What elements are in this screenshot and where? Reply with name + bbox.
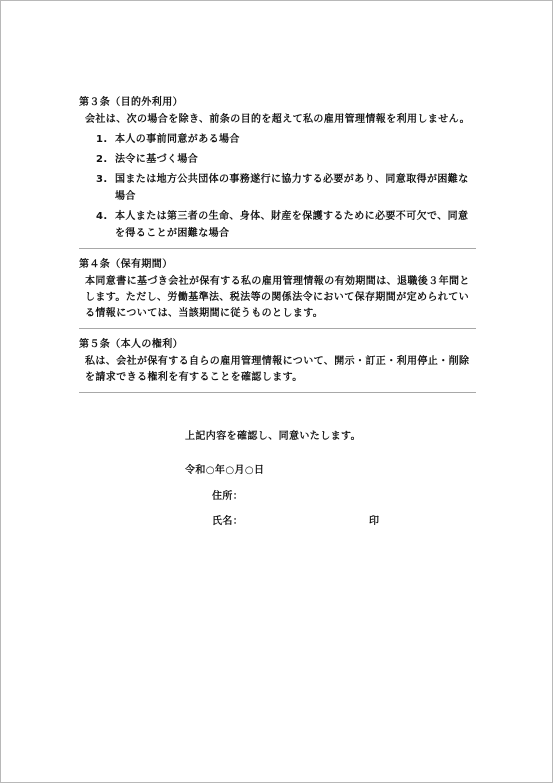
signature-date: 令和○年○月○日 (185, 465, 265, 476)
article-3-title: 第３条（目的外利用） (79, 97, 183, 108)
section-divider (79, 248, 476, 249)
list-item-text: 本人または第三者の生命、身体、財産を保護するために必要不可欠で、同意を得ることが困難な場合 (115, 211, 469, 239)
list-item-text: 本人の事前同意がある場合 (115, 134, 240, 145)
list-item-number: 2. (96, 154, 108, 165)
article-5 (79, 337, 476, 386)
address-label: 住所： (212, 491, 244, 502)
article-5-body: 私は、会社が保有する自らの雇用管理情報について、開示・訂正・利用停止・削除を請求できる権利を有することを確認します。 (85, 356, 470, 383)
closing-statement: 上記内容を確認し、同意いたします。 (185, 431, 361, 442)
article-5-title: 第５条（本人の権利） (79, 339, 183, 350)
list-item-number: 4. (96, 211, 108, 222)
article-4-body: 本同意書に基づき会社が保有する私の雇用管理情報の有効期間は、退職後３年間とします。ただし、労働基準法、税法等の関係法令において保存期間が定められている情報については、当該期間に従うものとします。 (85, 276, 470, 319)
article-3 (79, 95, 476, 242)
article-4 (79, 257, 476, 322)
section-divider (79, 392, 476, 393)
article-3-list (79, 131, 476, 242)
list-item (79, 208, 476, 242)
document-body (79, 95, 476, 401)
list-item-text: 国または地方公共団体の事務遂行に協力する必要があり、同意取得が困難な場合 (115, 174, 469, 202)
section-divider (79, 328, 476, 329)
list-item-number: 1. (96, 134, 108, 145)
list-item (79, 171, 476, 205)
article-3-body: 会社は、次の場合を除き、前条の目的を超えて私の雇用管理情報を利用しません。 (85, 114, 470, 125)
seal-mark: 印 (369, 516, 379, 527)
article-4-title: 第４条（保有期間） (79, 259, 173, 270)
list-item (79, 131, 476, 148)
name-label: 氏名： (212, 516, 244, 527)
list-item-text: 法令に基づく場合 (115, 154, 199, 165)
list-item-number: 3. (96, 174, 108, 185)
list-item (79, 151, 476, 168)
